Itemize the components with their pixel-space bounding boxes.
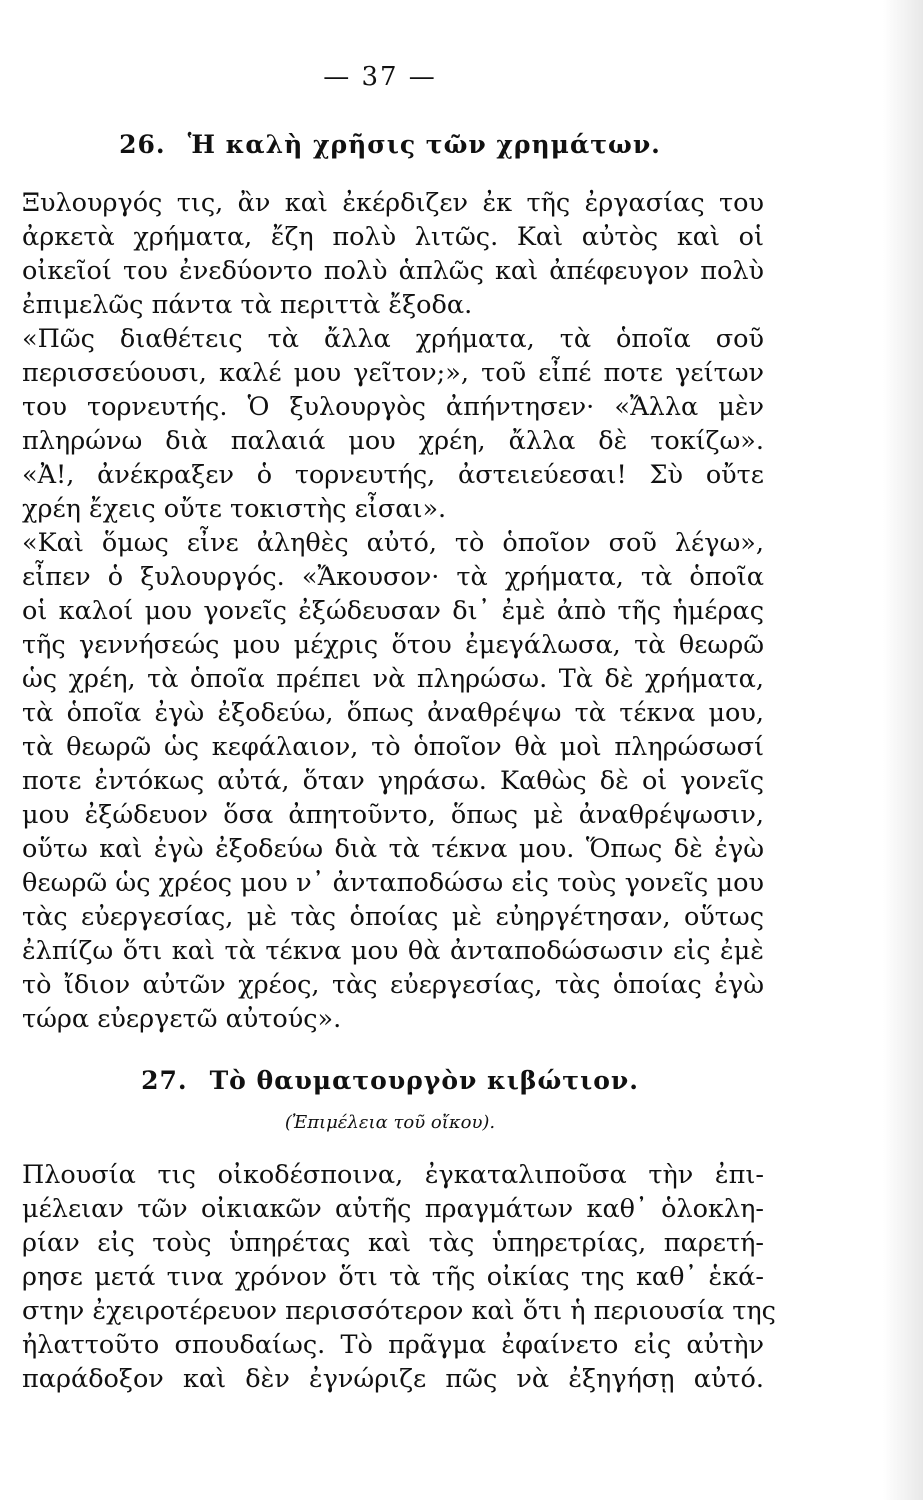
- text-line: ὡς χρέη, τὰ ὁποῖα πρέπει νὰ πληρώσω. Τὰ δὲ χρήματα,: [22, 664, 764, 694]
- text-line: τώρα εὐεργετῶ αὐτούς».: [22, 1004, 342, 1034]
- text-line: οἱ καλοί μου γονεῖς ἐξώδευσαν δι᾽ ἐμὲ ἀπὸ τῆς ἡμέρας: [22, 596, 764, 626]
- text-line: Πλουσία τις οἰκοδέσποινα, ἐγκαταλιποῦσα τὴν ἐπι-: [22, 1160, 764, 1190]
- text-line: ἠλαττοῦτο σπουδαίως. Τὸ πρᾶγμα ἐφαίνετο εἰς αὐτὴν: [22, 1330, 764, 1360]
- page-number: — 37 —: [323, 62, 437, 92]
- text-line: «Ἀ!, ἀνέκραξεν ὁ τορνευτής, ἀστειεύεσαι! Σὺ οὔτε: [22, 460, 764, 490]
- text-line: τῆς γεννήσεώς μου μέχρις ὅτου ἐμεγάλωσα, τὰ θεωρῶ: [22, 630, 764, 660]
- text-line: πληρώνω διὰ παλαιά μου χρέη, ἄλλα δὲ τοκίζω».: [22, 426, 764, 456]
- text-line: θεωρῶ ὡς χρέος μου ν᾽ ἀνταποδώσω εἰς τοὺς γονεῖς μου: [22, 868, 764, 898]
- text-line: εἶπεν ὁ ξυλουργός. «Ἄκουσον· τὰ χρήματα, τὰ ὁποῖα: [22, 562, 764, 592]
- text-line: ἐλπίζω ὅτι καὶ τὰ τέκνα μου θὰ ἀνταποδώσωσιν εἰς ἐμὲ: [22, 936, 764, 966]
- text-line: περισσεύουσι, καλέ μου γεῖτον;», τοῦ εἶπέ ποτε γείτων: [22, 358, 764, 388]
- page-edge-shadow: [883, 0, 923, 1500]
- text-line: ρησε μετά τινα χρόνον ὅτι τὰ τῆς οἰκίας της καθ᾽ ἑκά-: [22, 1262, 764, 1292]
- text-line: μέλειαν τῶν οἰκιακῶν αὐτῆς πραγμάτων καθ᾽ ὁλοκλη-: [22, 1194, 764, 1224]
- text-line: «Καὶ ὅμως εἶνε ἀληθὲς αὐτό, τὸ ὁποῖον σοῦ λέγω»,: [22, 528, 764, 558]
- text-line: οὕτω καὶ ἐγὼ ἐξοδεύω διὰ τὰ τέκνα μου. Ὅπως δὲ ἐγὼ: [22, 834, 764, 864]
- section-title: Ἡ καλὴ χρῆσις τῶν χρημάτων.: [187, 130, 661, 159]
- text-line: χρέη ἔχεις οὔτε τοκιστὴς εἶσαι».: [22, 494, 447, 524]
- text-line: ποτε ἐντόκως αὐτά, ὅταν γηράσω. Καθὼς δὲ οἱ γονεῖς: [22, 766, 764, 796]
- text-line: τὰ ὁποῖα ἐγὼ ἐξοδεύω, ὅπως ἀναθρέψω τὰ τέκνα μου,: [22, 698, 764, 728]
- text-line: στην ἐχειροτέρευον περισσότερον καὶ ὅτι ἡ περιουσία της: [22, 1296, 776, 1326]
- text-line: Ξυλουργός τις, ἂν καὶ ἐκέρδιζεν ἐκ τῆς ἐργασίας του: [22, 188, 764, 218]
- text-line: παράδοξον καὶ δὲν ἐγνώριζε πῶς νὰ ἐξηγήσῃ αὐτό.: [22, 1364, 764, 1394]
- section-heading-27: [0, 1066, 780, 1095]
- section-title: Τὸ θαυματουργὸν κιβώτιον.: [209, 1066, 639, 1095]
- text-line: τὰ θεωρῶ ὡς κεφάλαιον, τὸ ὁποῖον θὰ μοὶ πληρώσωσί: [22, 732, 764, 762]
- text-line: τὸ ἴδιον αὐτῶν χρέος, τὰς εὐεργεσίας, τὰς ὁποίας ἐγὼ: [22, 970, 764, 1000]
- section-number: 27.: [141, 1066, 188, 1095]
- section-body-26: [22, 186, 764, 1036]
- text-line: του τορνευτής. Ὁ ξυλουργὸς ἀπήντησεν· «Ἄλλα μὲν: [22, 392, 764, 422]
- text-line: ἀρκετὰ χρήματα, ἔζη πολὺ λιτῶς. Καὶ αὐτὸς καὶ οἱ: [22, 222, 764, 252]
- text-line: «Πῶς διαθέτεις τὰ ἄλλα χρήματα, τὰ ὁποῖα σοῦ: [22, 324, 764, 354]
- text-line: ἐπιμελῶς πάντα τὰ περιττὰ ἔξοδα.: [22, 290, 473, 320]
- text-line: μου ἐξώδευον ὅσα ἀπητοῦντο, ὅπως μὲ ἀναθρέψωσιν,: [22, 800, 764, 830]
- text-line: οἰκεῖοί του ἐνεδύοντο πολὺ ἁπλῶς καὶ ἀπέφευγον πολὺ: [22, 256, 764, 286]
- section-heading-26: [0, 130, 780, 159]
- text-line: τὰς εὐεργεσίας, μὲ τὰς ὁποίας μὲ εὐηργέτησαν, οὕτως: [22, 902, 764, 932]
- section-number: 26.: [119, 130, 166, 159]
- section-body-27: [22, 1158, 776, 1396]
- text-line: ρίαν εἰς τοὺς ὑπηρέτας καὶ τὰς ὑπηρετρίας, παρετή-: [22, 1228, 764, 1258]
- section-subtitle: (Ἐπιμέλεια τοῦ οἴκου).: [284, 1112, 496, 1133]
